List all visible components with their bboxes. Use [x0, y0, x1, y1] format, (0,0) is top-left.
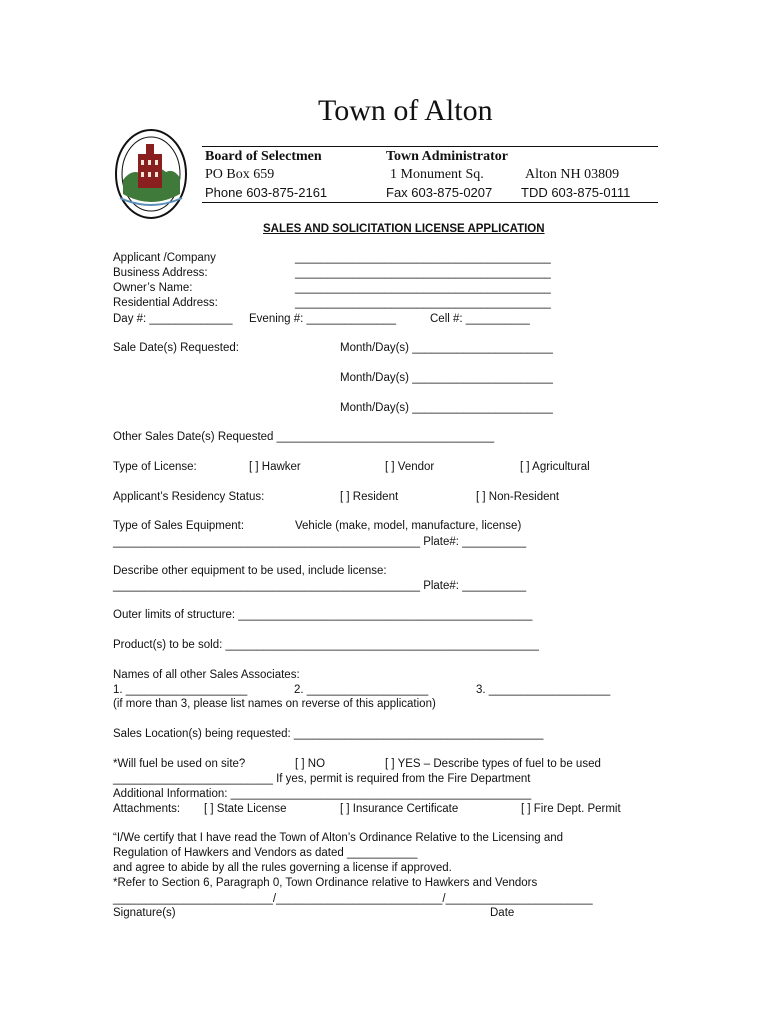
owner-name-label: Owner’s Name:	[113, 282, 193, 294]
attach-insurance-checkbox[interactable]: [ ] Insurance Certificate	[340, 803, 459, 815]
board-heading: Board of Selectmen	[205, 149, 322, 164]
associate-field-1[interactable]: 1. ___________________	[113, 684, 248, 696]
residential-address-label: Residential Address:	[113, 297, 218, 309]
business-address-field[interactable]: ________________________________________	[295, 267, 551, 279]
attach-fire-permit-checkbox[interactable]: [ ] Fire Dept. Permit	[521, 803, 621, 815]
certification-line-4: *Refer to Section 6, Paragraph 0, Town Ordinance relative to Hawkers and Vendors	[113, 877, 538, 889]
certification-line-3: and agree to abide by all the rules governing a license if approved.	[113, 862, 452, 874]
evening-phone-field[interactable]: Evening #: ______________	[249, 313, 397, 325]
page-title: Town of Alton	[318, 94, 493, 127]
associate-field-3[interactable]: 3. ___________________	[476, 684, 611, 696]
fuel-yes-checkbox[interactable]: [ ] YES – Describe types of fuel to be used	[385, 758, 601, 770]
town-seal-logo	[114, 128, 188, 220]
license-hawker-checkbox[interactable]: [ ] Hawker	[249, 461, 301, 473]
certification-line-1: “I/We certify that I have read the Town of Alton’s Ordinance Relative to the Licensing and	[113, 832, 564, 844]
signature-label: Signature(s)	[113, 907, 176, 919]
associates-label: Names of all other Sales Associates:	[113, 669, 300, 681]
form-title: SALES AND SOLICITATION LICENSE APPLICATION	[263, 223, 545, 235]
month-day-field-3[interactable]: Month/Day(s) ______________________	[340, 402, 553, 414]
month-day-field-1[interactable]: Month/Day(s) ______________________	[340, 342, 553, 354]
sale-dates-label: Sale Date(s) Requested:	[113, 342, 239, 354]
admin-fax: Fax 603-875-0207	[386, 185, 493, 200]
license-vendor-checkbox[interactable]: [ ] Vendor	[385, 461, 435, 473]
board-phone: Phone 603-875-2161	[205, 185, 328, 200]
equipment-label: Type of Sales Equipment:	[113, 520, 245, 532]
fuel-description-field[interactable]: _________________________ If yes, permit is required from the Fire Department	[113, 773, 531, 785]
admin-city: Alton NH 03809	[525, 167, 620, 182]
month-day-field-2[interactable]: Month/Day(s) ______________________	[340, 372, 553, 384]
admin-heading: Town Administrator	[386, 149, 509, 164]
associate-field-2[interactable]: 2. ___________________	[294, 684, 429, 696]
outer-limits-field[interactable]: Outer limits of structure: ______________________________________________	[113, 609, 533, 621]
business-address-label: Business Address:	[113, 267, 208, 279]
fuel-question: *Will fuel be used on site?	[113, 758, 246, 770]
date-label: Date	[490, 907, 515, 919]
applicant-label: Applicant /Company	[113, 252, 216, 264]
other-dates-field[interactable]: Other Sales Date(s) Requested __________________________________	[113, 431, 495, 443]
board-pobox: PO Box 659	[205, 167, 275, 182]
attachments-label: Attachments:	[113, 803, 181, 815]
residential-address-field[interactable]: ________________________________________	[295, 297, 551, 309]
vehicle-label: Vehicle (make, model, manufacture, license)	[295, 520, 522, 532]
products-field[interactable]: Product(s) to be sold: _________________________________________________	[113, 639, 539, 651]
header-top-rule	[202, 146, 658, 147]
owner-name-field[interactable]: ________________________________________	[295, 282, 551, 294]
other-equipment-label: Describe other equipment to be used, include license:	[113, 565, 387, 577]
vehicle-plate-field[interactable]: ________________________________________________ Plate#: __________	[113, 536, 527, 548]
other-equipment-field[interactable]: ________________________________________________ Plate#: __________	[113, 580, 527, 592]
associates-note: (if more than 3, please list names on reverse of this application)	[113, 698, 436, 710]
additional-info-field[interactable]: Additional Information: _______________________________________________	[113, 788, 532, 800]
license-type-label: Type of License:	[113, 461, 197, 473]
residency-nonresident-checkbox[interactable]: [ ] Non-Resident	[476, 491, 560, 503]
signature-date-line[interactable]: _________________________/__________________________/_______________________	[113, 893, 593, 905]
attach-state-license-checkbox[interactable]: [ ] State License	[204, 803, 287, 815]
cell-phone-field[interactable]: Cell #: __________	[430, 313, 530, 325]
license-agricultural-checkbox[interactable]: [ ] Agricultural	[520, 461, 590, 473]
fuel-no-checkbox[interactable]: [ ] NO	[295, 758, 326, 770]
day-phone-field[interactable]: Day #: _____________	[113, 313, 233, 325]
residency-label: Applicant’s Residency Status:	[113, 491, 265, 503]
applicant-field[interactable]: ________________________________________	[295, 252, 551, 264]
admin-address: 1 Monument Sq.	[390, 167, 484, 182]
residency-resident-checkbox[interactable]: [ ] Resident	[340, 491, 399, 503]
certification-line-2[interactable]: Regulation of Hawkers and Vendors as dated ___________	[113, 847, 418, 859]
admin-tdd: TDD 603-875-0111	[521, 185, 631, 200]
sales-location-field[interactable]: Sales Location(s) being requested: _______________________________________	[113, 728, 544, 740]
header-bottom-rule	[202, 202, 658, 203]
